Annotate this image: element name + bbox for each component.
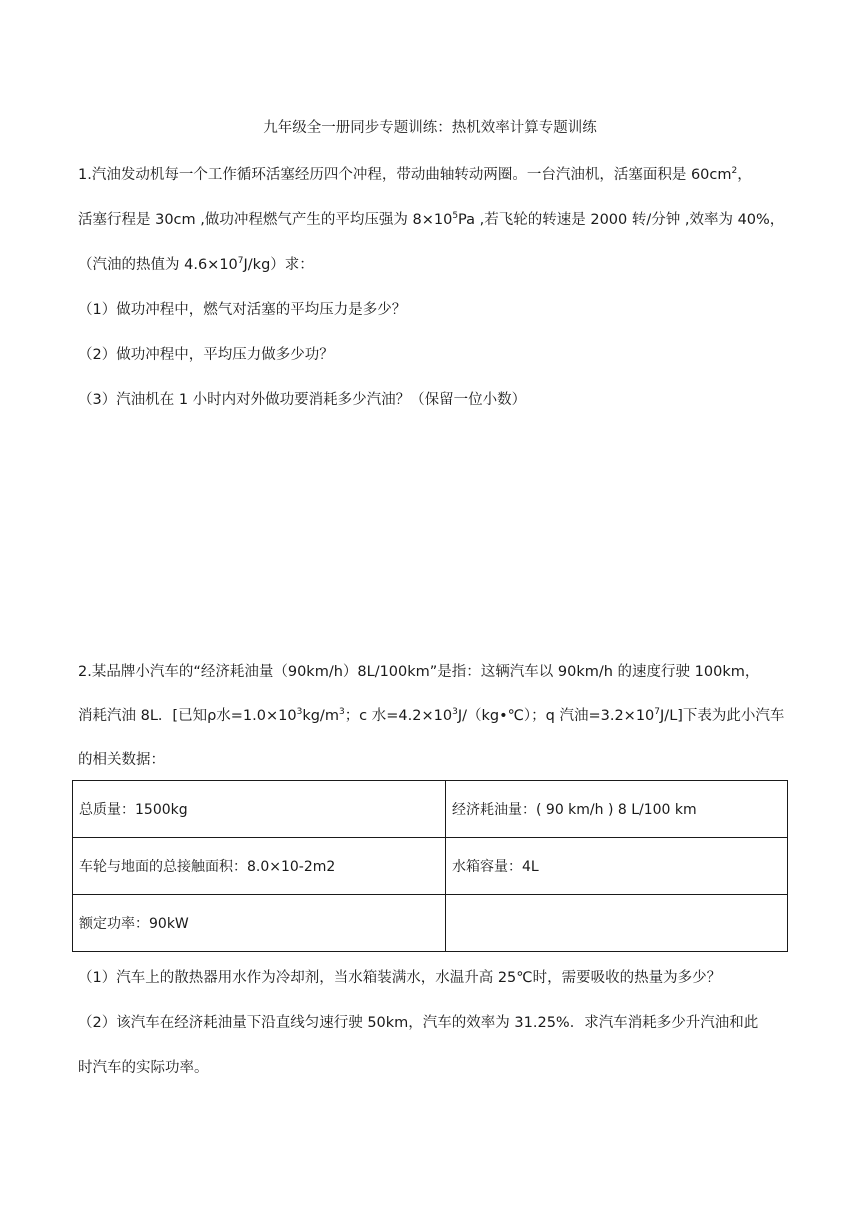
q1-subquestion-2: （2）做功冲程中，平均压力做多少功？ <box>78 347 334 363</box>
table-row <box>73 781 788 838</box>
table-cell: 水箱容量：4L <box>446 838 788 895</box>
q1-text: 活塞行程是 30cm ,做功冲程燃气产生的平均压强为 8×10 <box>78 212 453 228</box>
q2-text: ；c 水=4.2×10 <box>344 708 453 724</box>
q2-text: J/（kg•℃）；q 汽油=3.2×10 <box>457 708 655 724</box>
table-row <box>73 895 788 952</box>
q1-superscript: 2 <box>731 166 738 176</box>
q1-superscript: 5 <box>452 211 459 221</box>
table-cell <box>446 895 788 952</box>
table-cell: 经济耗油量：( 90 km/h ) 8 L/100 km <box>446 781 788 838</box>
q2-subquestion-2-line-1: （2）该汽车在经济耗油量下沿直线匀速行驶 50km，汽车的效率为 31.25%．求汽车消耗多少升汽油和此 <box>78 1015 759 1031</box>
q1-text: J/kg）求： <box>243 257 314 273</box>
q2-text: kg/m <box>302 708 339 724</box>
q1-text: Pa ,若飞轮的转速是 2000 转/分钟 ,效率为 40%， <box>458 212 785 228</box>
q2-superscript: 3 <box>452 707 458 717</box>
table-row <box>73 838 788 895</box>
q2-superscript: 3 <box>296 707 303 717</box>
q1-text: 1.汽油发动机每一个工作循环活塞经历四个冲程，带动曲轴转动两圈。一台汽油机，活塞面积是 60cm <box>78 167 732 183</box>
table-cell: 车轮与地面的总接触面积：8.0×10-2m2 <box>73 838 446 895</box>
q2-text: J/L]下表为此小汽车 <box>660 708 785 724</box>
q1-line-3 <box>78 253 314 274</box>
car-data-table <box>72 780 788 952</box>
q2-superscript: 3 <box>338 707 345 717</box>
q1-subquestion-1: （1）做功冲程中，燃气对活塞的平均压力是多少？ <box>78 302 407 318</box>
q2-text: 消耗汽油 8L．[已知ρ水=1.0×10 <box>78 708 297 724</box>
q2-subquestion-2-line-2: 时汽车的实际功率。 <box>78 1060 209 1076</box>
q2-subquestion-1: （1）汽车上的散热器用水作为冷却剂，当水箱装满水，水温升高 25℃时，需要吸收的热量为多少？ <box>78 970 722 986</box>
q2-line-1: 2.某品牌小汽车的“经济耗油量（90km/h）8L/100km”是指：这辆汽车以 90km/h 的速度行驶 100km， <box>78 664 760 680</box>
table-cell: 额定功率：90kW <box>73 895 446 952</box>
q1-text: （汽油的热值为 4.6×10 <box>78 257 238 273</box>
table-cell: 总质量：1500kg <box>73 781 446 838</box>
q1-subquestion-3: （3）汽油机在 1 小时内对外做功要消耗多少汽油？（保留一位小数） <box>78 392 527 408</box>
q1-line-1 <box>78 163 752 184</box>
q1-superscript: 7 <box>237 256 244 266</box>
q2-line-2 <box>78 704 784 725</box>
document-title: 九年级全一册同步专题训练：热机效率计算专题训练 <box>263 120 597 136</box>
q1-line-2 <box>78 208 784 229</box>
q2-superscript: 7 <box>654 707 661 717</box>
q2-line-3: 的相关数据： <box>78 752 165 768</box>
q1-text: ， <box>737 167 752 183</box>
